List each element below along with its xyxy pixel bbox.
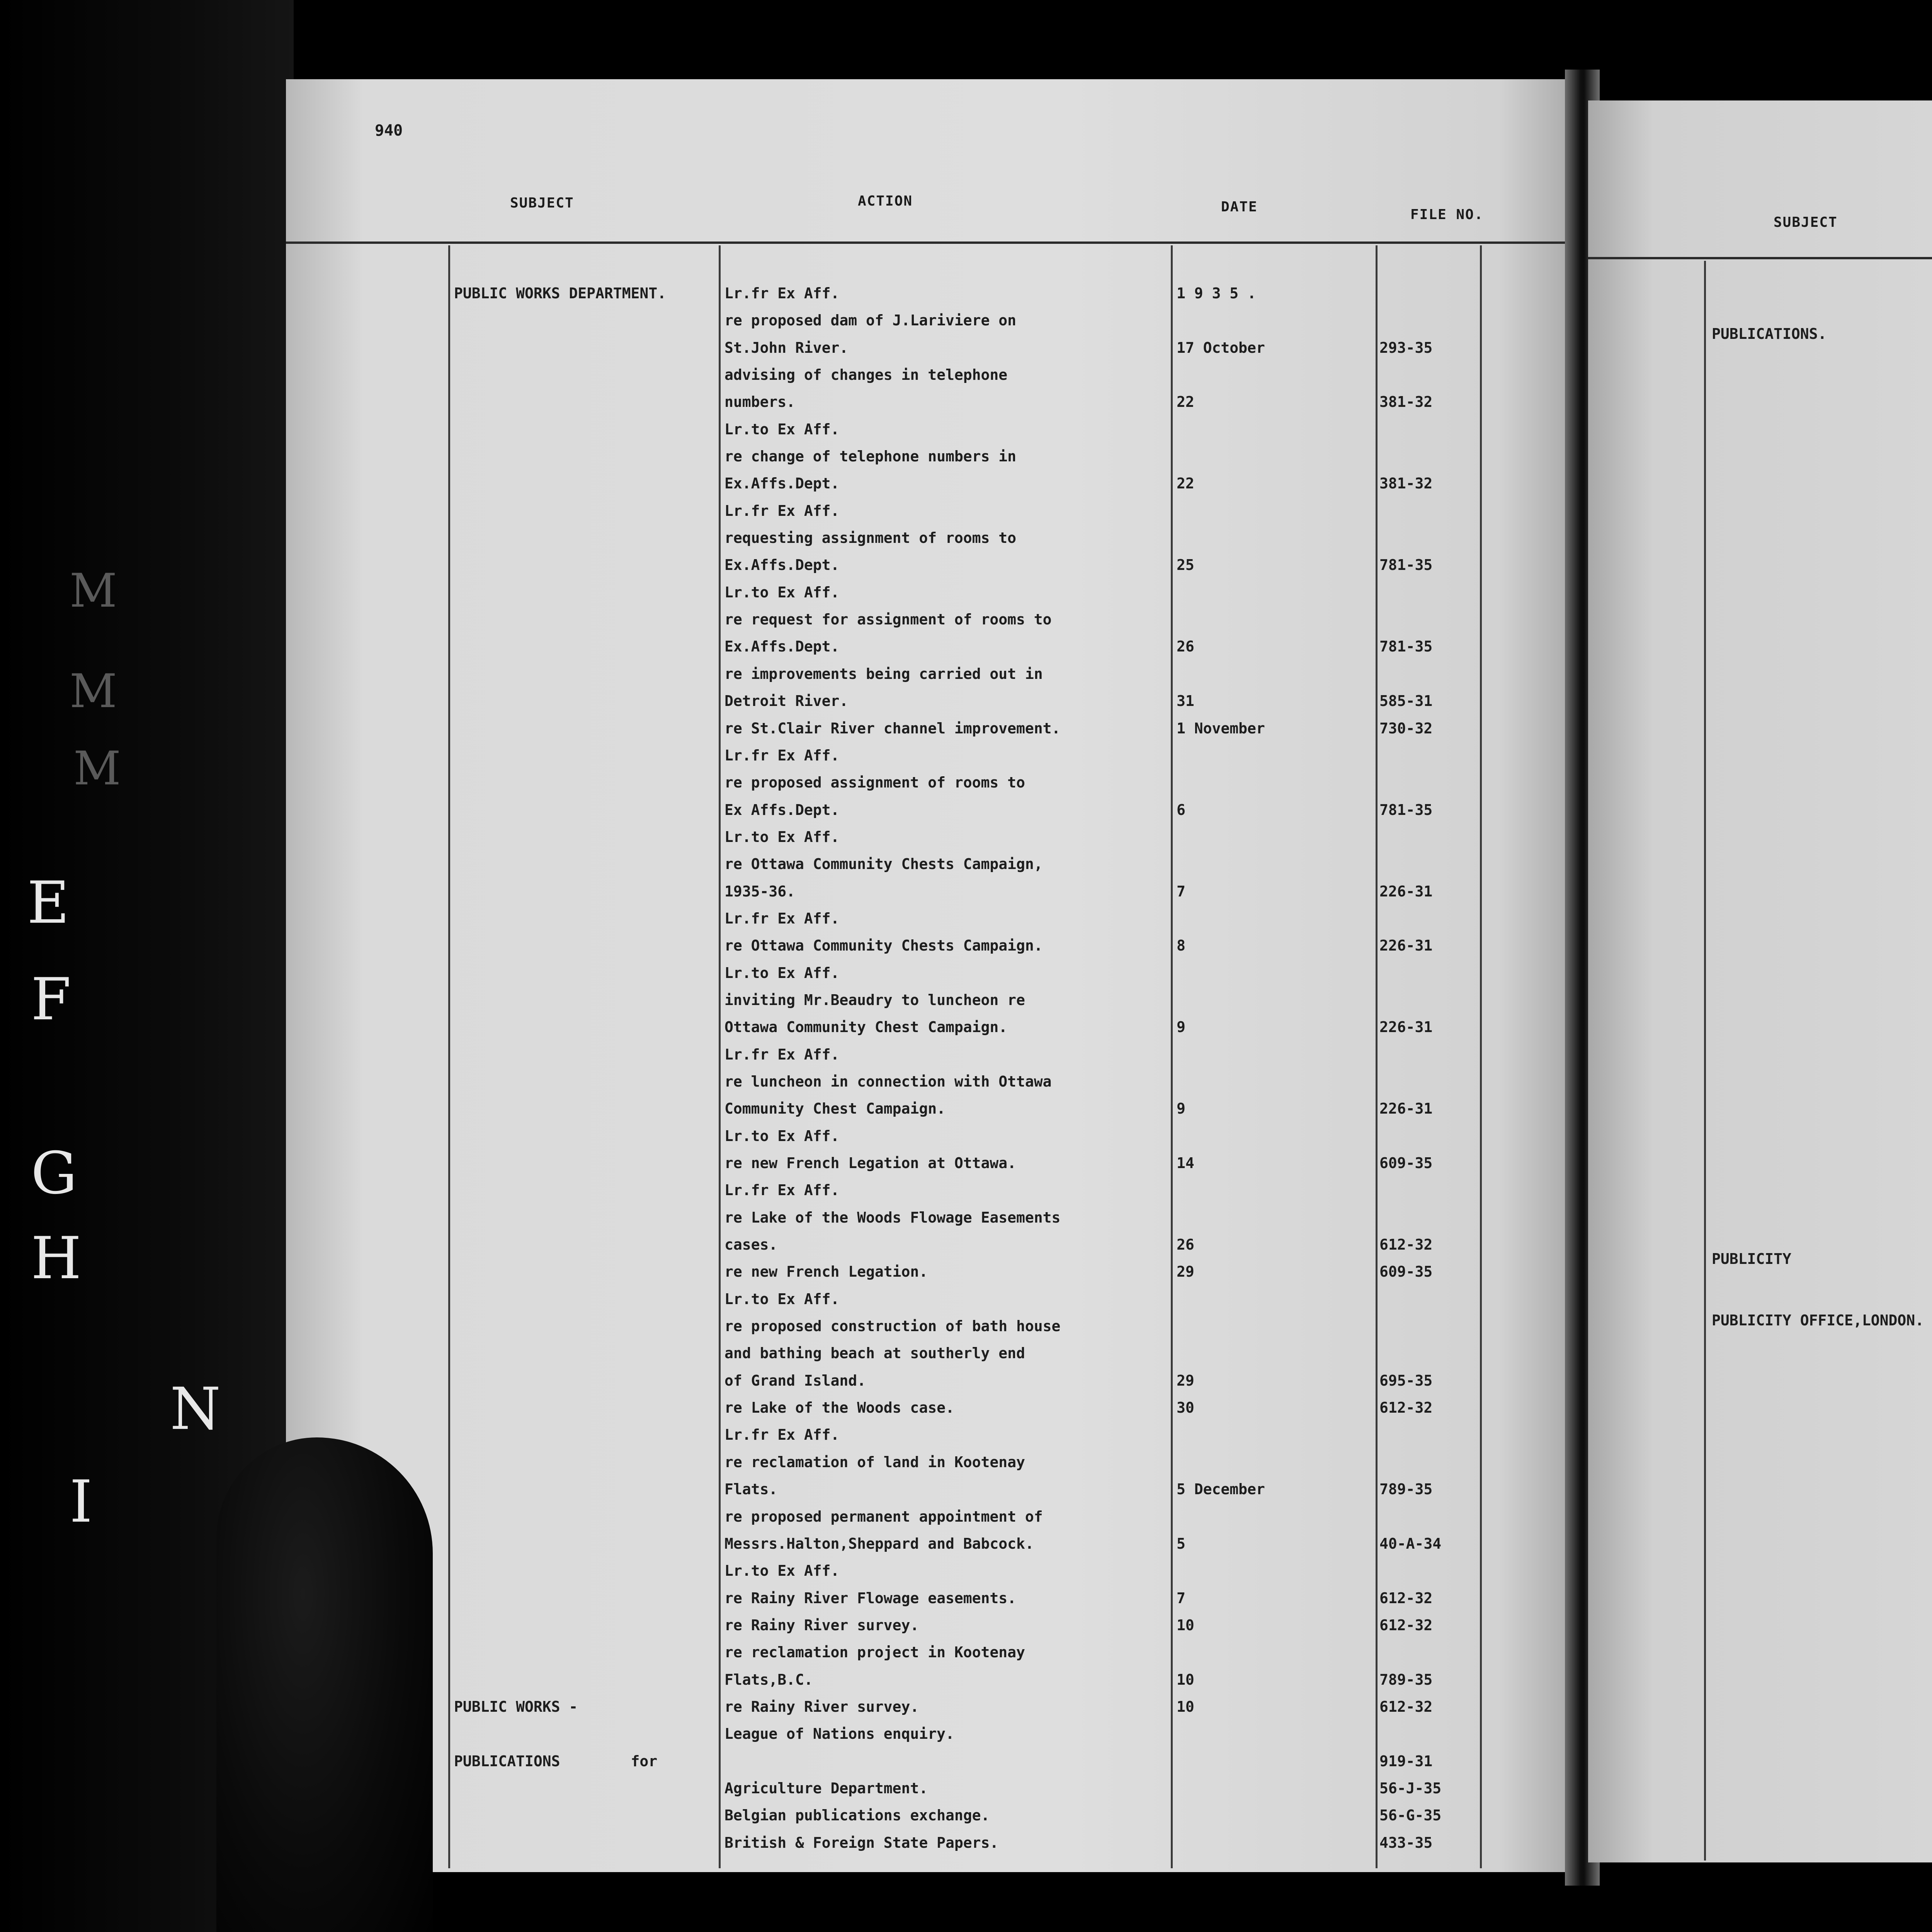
action-cell: re proposed assignment of rooms to (724, 774, 1025, 791)
index-tab-letter: E (27, 869, 70, 937)
action-cell: Ex.Affs.Dept. (724, 638, 840, 655)
index-tab-letter: N (170, 1376, 221, 1443)
file-no-cell: 226-31 (1379, 1019, 1433, 1036)
action-cell: inviting Mr.Beaudry to luncheon re (724, 992, 1025, 1009)
index-tab-letter: I (70, 1468, 93, 1536)
file-no-cell: 293-35 (1379, 339, 1433, 356)
file-no-cell: 730-32 (1379, 720, 1433, 737)
date-cell: 5 December (1177, 1481, 1265, 1498)
file-no-cell: 695-35 (1379, 1372, 1433, 1389)
action-cell: St.John River. (724, 339, 849, 356)
page-number: 940 (375, 122, 403, 139)
file-no-cell: 612-32 (1379, 1590, 1433, 1607)
date-cell: 7 (1177, 883, 1185, 900)
action-cell: Lr.fr Ex Aff. (724, 910, 840, 927)
column-rule (448, 245, 450, 1868)
file-no-cell: 789-35 (1379, 1671, 1433, 1688)
action-cell: re proposed dam of J.Lariviere on (724, 312, 1016, 329)
index-tab-letter: M (70, 665, 117, 718)
header-subject: SUBJECT (510, 195, 574, 211)
file-no-cell: 40-A-34 (1379, 1535, 1442, 1552)
subject-cell: PUBLICATIONS. (1712, 325, 1827, 342)
action-cell: Lr.to Ex Aff. (724, 1291, 840, 1308)
subject-cell: PUBLICATIONS for (454, 1753, 658, 1770)
action-cell: re luncheon in connection with Ottawa (724, 1073, 1052, 1090)
date-cell: 25 (1177, 556, 1194, 573)
file-no-cell: 609-35 (1379, 1263, 1433, 1280)
action-cell: Lr.to Ex Aff. (724, 828, 840, 845)
action-cell: Lr.fr Ex Aff. (724, 1046, 840, 1063)
file-no-cell: 612-32 (1379, 1399, 1433, 1416)
date-cell: 10 (1177, 1698, 1194, 1715)
header-file-no: FILE NO. (1410, 207, 1484, 223)
file-no-cell: 226-31 (1379, 1100, 1433, 1117)
date-cell: 26 (1177, 638, 1194, 655)
column-rule (1704, 261, 1706, 1861)
action-cell: requesting assignment of rooms to (724, 529, 1016, 546)
date-cell: 17 October (1177, 339, 1265, 356)
date-cell: 7 (1177, 1590, 1185, 1607)
action-cell: re request for assignment of rooms to (724, 611, 1052, 628)
action-cell: Flats,B.C. (724, 1671, 813, 1688)
action-cell: Lr.to Ex Aff. (724, 421, 840, 438)
action-cell: Lr.fr Ex Aff. (724, 285, 840, 302)
action-cell: British & Foreign State Papers. (724, 1834, 999, 1851)
action-cell: Lr.to Ex Aff. (724, 1128, 840, 1145)
action-cell: re Rainy River Flowage easements. (724, 1590, 1016, 1607)
file-no-cell: 612-32 (1379, 1698, 1433, 1715)
action-cell: Detroit River. (724, 692, 849, 709)
file-no-cell: 609-35 (1379, 1155, 1433, 1172)
action-cell: re Lake of the Woods case. (724, 1399, 954, 1416)
header-date: DATE (1221, 199, 1258, 215)
action-cell: Ottawa Community Chest Campaign. (724, 1019, 1008, 1036)
index-tab-letter: F (31, 966, 71, 1033)
action-cell: Lr.fr Ex Aff. (724, 1426, 840, 1443)
action-cell: re St.Clair River channel improvement. (724, 720, 1061, 737)
date-cell: 29 (1177, 1263, 1194, 1280)
file-no-cell: 585-31 (1379, 692, 1433, 709)
file-no-cell: 781-35 (1379, 638, 1433, 655)
action-cell: re proposed construction of bath house (724, 1318, 1061, 1335)
file-no-cell: 919-31 (1379, 1753, 1433, 1770)
action-cell: Flats. (724, 1481, 778, 1498)
header-rule (286, 242, 1577, 244)
action-cell: re proposed permanent appointment of (724, 1508, 1043, 1525)
action-cell: re reclamation of land in Kootenay (724, 1454, 1025, 1471)
column-rule (1480, 245, 1482, 1868)
header-action: ACTION (858, 193, 913, 209)
subject-cell: PUBLICITY (1712, 1250, 1791, 1267)
file-no-cell: 381-32 (1379, 475, 1433, 492)
action-cell: re new French Legation at Ottawa. (724, 1155, 1016, 1172)
action-cell: re Lake of the Woods Flowage Easements (724, 1209, 1061, 1226)
ledger-page-left (286, 79, 1577, 1872)
date-cell: 1 9 3 5 . (1177, 285, 1256, 302)
file-no-cell: 56-J-35 (1379, 1780, 1442, 1797)
date-cell: 29 (1177, 1372, 1194, 1389)
date-cell: 6 (1177, 801, 1185, 818)
action-cell: re change of telephone numbers in (724, 448, 1016, 465)
action-cell: Ex.Affs.Dept. (724, 475, 840, 492)
action-cell: Ex Affs.Dept. (724, 801, 840, 818)
action-cell: re reclamation project in Kootenay (724, 1644, 1025, 1661)
action-cell: of Grand Island. (724, 1372, 866, 1389)
header-subject: SUBJECT (1774, 214, 1838, 230)
action-cell: 1935-36. (724, 883, 796, 900)
action-cell: Lr.to Ex Aff. (724, 1562, 840, 1579)
file-no-cell: 226-31 (1379, 937, 1433, 954)
date-cell: 1 November (1177, 720, 1265, 737)
action-cell: re Ottawa Community Chests Campaign. (724, 937, 1043, 954)
file-no-cell: 56-G-35 (1379, 1807, 1442, 1824)
index-tab-letter: H (31, 1225, 82, 1292)
action-cell: Ex.Affs.Dept. (724, 556, 840, 573)
date-cell: 10 (1177, 1617, 1194, 1634)
header-rule (1588, 257, 1932, 259)
date-cell: 31 (1177, 692, 1194, 709)
date-cell: 5 (1177, 1535, 1185, 1552)
column-rule (719, 245, 721, 1868)
file-no-cell: 612-32 (1379, 1236, 1433, 1253)
action-cell: Lr.to Ex Aff. (724, 584, 840, 601)
index-tab-letter: G (31, 1140, 77, 1207)
action-cell: numbers. (724, 393, 796, 410)
column-rule (1376, 245, 1378, 1868)
action-cell: cases. (724, 1236, 778, 1253)
action-cell: Belgian publications exchange. (724, 1807, 990, 1824)
action-cell: Lr.fr Ex Aff. (724, 747, 840, 764)
action-cell: re improvements being carried out in (724, 665, 1043, 682)
date-cell: 14 (1177, 1155, 1194, 1172)
subject-cell: PUBLIC WORKS DEPARTMENT. (454, 285, 667, 302)
action-cell: Lr.fr Ex Aff. (724, 1182, 840, 1199)
date-cell: 22 (1177, 475, 1194, 492)
action-cell: Messrs.Halton,Sheppard and Babcock. (724, 1535, 1034, 1552)
action-cell: re Rainy River survey. (724, 1617, 919, 1634)
index-tab-letter: M (73, 742, 121, 796)
date-cell: 9 (1177, 1019, 1185, 1036)
column-rule (1171, 245, 1173, 1868)
subject-cell: PUBLIC WORKS - (454, 1698, 578, 1715)
date-cell: 9 (1177, 1100, 1185, 1117)
date-cell: 26 (1177, 1236, 1194, 1253)
file-no-cell: 226-31 (1379, 883, 1433, 900)
action-cell: Agriculture Department. (724, 1780, 928, 1797)
ledger-page-right (1588, 100, 1932, 1862)
date-cell: 30 (1177, 1399, 1194, 1416)
file-no-cell: 433-35 (1379, 1834, 1433, 1851)
action-cell: re Ottawa Community Chests Campaign, (724, 855, 1043, 872)
action-cell: Community Chest Campaign. (724, 1100, 946, 1117)
date-cell: 8 (1177, 937, 1185, 954)
action-cell: advising of changes in telephone (724, 366, 1008, 383)
action-cell: Lr.fr Ex Aff. (724, 502, 840, 519)
subject-cell: PUBLICITY OFFICE,LONDON. (1712, 1312, 1924, 1329)
file-no-cell: 789-35 (1379, 1481, 1433, 1498)
file-no-cell: 381-32 (1379, 393, 1433, 410)
date-cell: 10 (1177, 1671, 1194, 1688)
action-cell: League of Nations enquiry. (724, 1725, 954, 1742)
date-cell: 22 (1177, 393, 1194, 410)
action-cell: and bathing beach at southerly end (724, 1345, 1025, 1362)
file-no-cell: 781-35 (1379, 556, 1433, 573)
action-cell: Lr.to Ex Aff. (724, 964, 840, 981)
index-tab-letter: M (70, 564, 117, 618)
file-no-cell: 612-32 (1379, 1617, 1433, 1634)
action-cell: re Rainy River survey. (724, 1698, 919, 1715)
action-cell: re new French Legation. (724, 1263, 928, 1280)
hand-thumb (216, 1437, 433, 1932)
file-no-cell: 781-35 (1379, 801, 1433, 818)
